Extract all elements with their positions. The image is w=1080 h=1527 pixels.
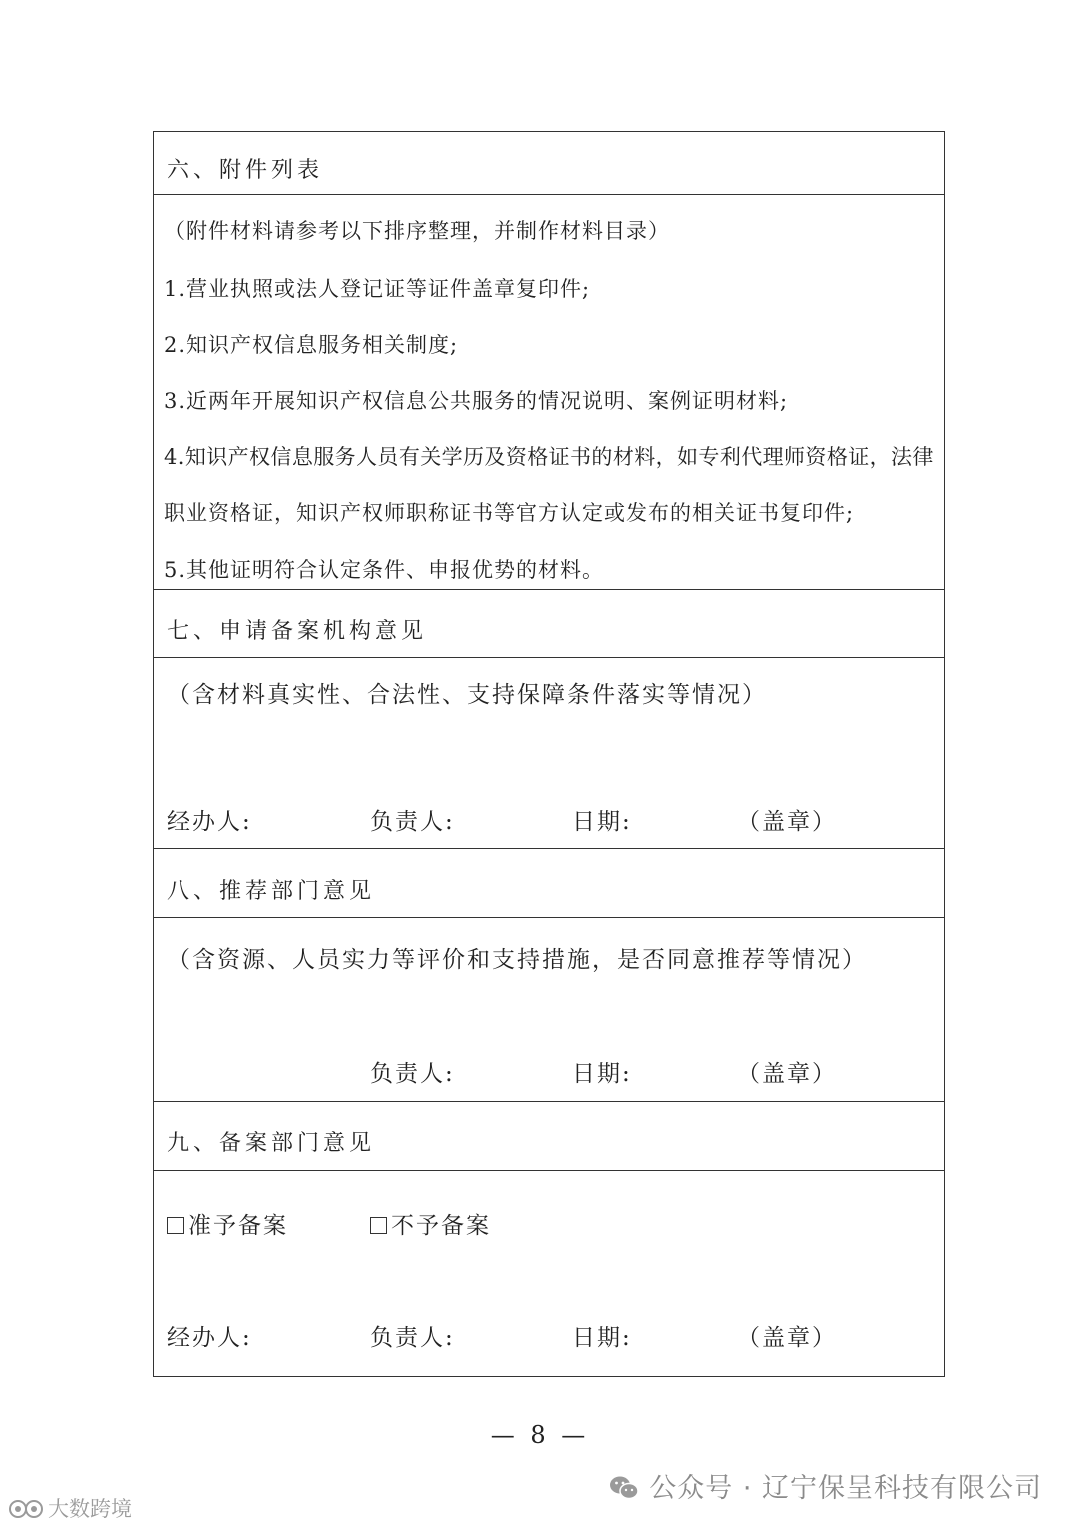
watermark-bottom-left [8, 1493, 132, 1524]
reject-label: 不予备案 [391, 1213, 491, 1239]
section-7-responsible-label: 负责人: [370, 809, 455, 835]
form-table [153, 131, 945, 1377]
section-9-heading: 九、备案部门意见 [167, 1131, 376, 1156]
approve-label: 准予备案 [188, 1213, 288, 1239]
attachment-item-1: 1.营业执照或法人登记证等证件盖章复印件; [164, 277, 591, 301]
watermark-left-text: 大数跨境 [48, 1497, 132, 1521]
section-8-responsible-label: 负责人: [370, 1061, 455, 1087]
section-9-date-label: 日期: [572, 1325, 632, 1351]
divider [154, 1170, 944, 1171]
attachment-item-4-cont: 职业资格证，知识产权师职称证书等官方认定或发布的相关证书复印件; [164, 501, 855, 525]
reject-option[interactable] [370, 1215, 491, 1238]
section-9-handler-label: 经办人: [167, 1325, 252, 1351]
section-8-date-label: 日期: [572, 1061, 632, 1087]
divider [154, 917, 944, 918]
section-7-seal-label: （盖章） [737, 809, 837, 835]
approve-option[interactable] [167, 1215, 288, 1238]
attachment-item-3: 3.近两年开展知识产权信息公共服务的情况说明、案例证明材料; [164, 389, 789, 413]
section-6-note: （附件材料请参考以下排序整理，并制作材料目录） [164, 219, 670, 243]
section-8-seal-label: （盖章） [737, 1061, 837, 1087]
divider [154, 848, 944, 849]
divider [154, 1101, 944, 1102]
wechat-icon [609, 1475, 639, 1508]
section-8-note: （含资源、人员实力等评价和支持措施，是否同意推荐等情况） [167, 947, 867, 973]
approve-checkbox[interactable] [167, 1217, 184, 1234]
reject-checkbox[interactable] [370, 1217, 387, 1234]
section-9-responsible-label: 负责人: [370, 1325, 455, 1351]
section-7-handler-label: 经办人: [167, 809, 252, 835]
divider [154, 657, 944, 658]
eye-logo-icon [8, 1499, 44, 1524]
watermark-official-account [609, 1466, 1042, 1508]
section-7-note: （含材料真实性、合法性、支持保障条件落实等情况） [167, 682, 767, 708]
section-7-heading: 七、申请备案机构意见 [167, 619, 428, 644]
attachment-item-2: 2.知识产权信息服务相关制度; [164, 333, 459, 357]
section-9-seal-label: （盖章） [737, 1325, 837, 1351]
attachment-item-4: 4.知识产权信息服务人员有关学历及资格证书的材料，如专利代理师资格证，法律 [164, 445, 934, 469]
watermark-right-text: 公众号 · 辽宁保呈科技有限公司 [649, 1473, 1042, 1504]
section-6-heading: 六、附件列表 [167, 158, 324, 183]
attachment-item-5: 5.其他证明符合认定条件、申报优势的材料。 [164, 558, 605, 582]
divider [154, 589, 944, 590]
section-8-heading: 八、推荐部门意见 [167, 879, 376, 904]
page-number: — 8 — [490, 1421, 590, 1449]
divider [154, 194, 944, 195]
section-7-date-label: 日期: [572, 809, 632, 835]
